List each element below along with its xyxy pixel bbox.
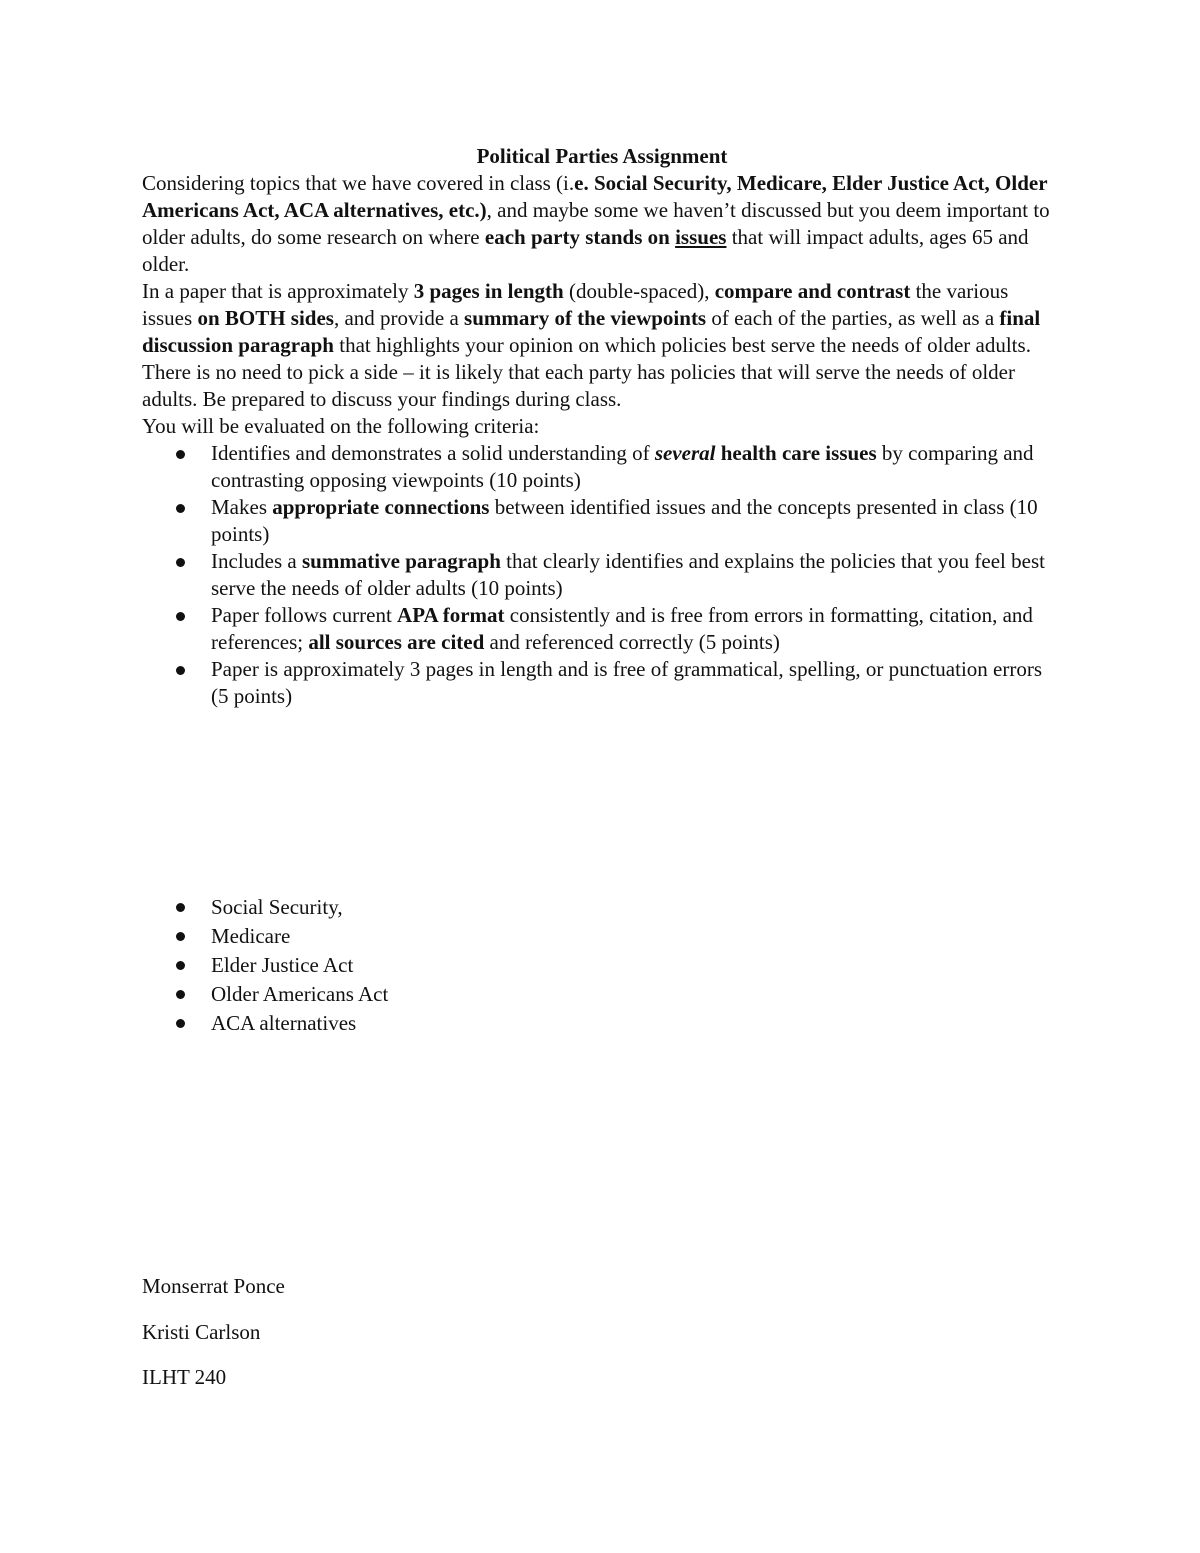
topics-list (142, 893, 742, 1038)
paper-paragraph: In a paper that is approximately 3 pages in length (double-spaced), compare and contrast the various issues on BOTH sides, and provide a summary of the viewpoints of each of the parties, as well as a final discussion paragraph that highlights your opinion on which policies best serve the needs of older adults. There is no need to pick a side – it is likely that each party has policies that will serve the needs of older adults. Be prepared to discuss your findings during class. (142, 279, 1041, 411)
course-code: ILHT 240 (142, 1365, 227, 1389)
intro-paragraph: Considering topics that we have covered in class (i.e. Social Security, Medicare, Elder Justice Act, Older Americans Act, ACA alternatives, etc.), and maybe some we haven’t discussed but you deem important to older adults, do some research on where each party stands on issues that will impact adults, ages 65 and older. (142, 171, 1050, 276)
bullet-icon (176, 558, 185, 567)
list-item: Includes a summative paragraph that clearly identifies and explains the policies that you feel best serve the needs of older adults (10 points) (142, 548, 1062, 602)
bullet-icon (176, 961, 185, 970)
list-item: Older Americans Act (142, 980, 742, 1009)
list-item: Makes appropriate connections between identified issues and the concepts presented in class (10 points) (142, 494, 1062, 548)
criteria-list (142, 440, 1062, 710)
criteria-intro: You will be evaluated on the following criteria: (142, 414, 540, 438)
bullet-icon (176, 1019, 185, 1028)
bullet-icon (176, 504, 185, 513)
list-item: Social Security, (142, 893, 742, 922)
list-item: ACA alternatives (142, 1009, 742, 1038)
bullet-icon (176, 903, 185, 912)
list-item: Identifies and demonstrates a solid understanding of several health care issues by comparing and contrasting opposing viewpoints (10 points) (142, 440, 1062, 494)
bullet-icon (176, 666, 185, 675)
list-item: Paper follows current APA format consistently and is free from errors in formatting, citation, and references; all sources are cited and referenced correctly (5 points) (142, 602, 1062, 656)
page-title: Political Parties Assignment (476, 144, 728, 168)
list-item: Elder Justice Act (142, 951, 742, 980)
instructor-name: Kristi Carlson (142, 1320, 261, 1344)
document-body (142, 143, 1062, 710)
bullet-icon (176, 450, 185, 459)
bullet-icon (176, 990, 185, 999)
list-item: Paper is approximately 3 pages in length and is free of grammatical, spelling, or punctuation errors (5 points) (142, 656, 1062, 710)
bullet-icon (176, 612, 185, 621)
bullet-icon (176, 932, 185, 941)
list-item: Medicare (142, 922, 742, 951)
student-name: Monserrat Ponce (142, 1274, 285, 1298)
